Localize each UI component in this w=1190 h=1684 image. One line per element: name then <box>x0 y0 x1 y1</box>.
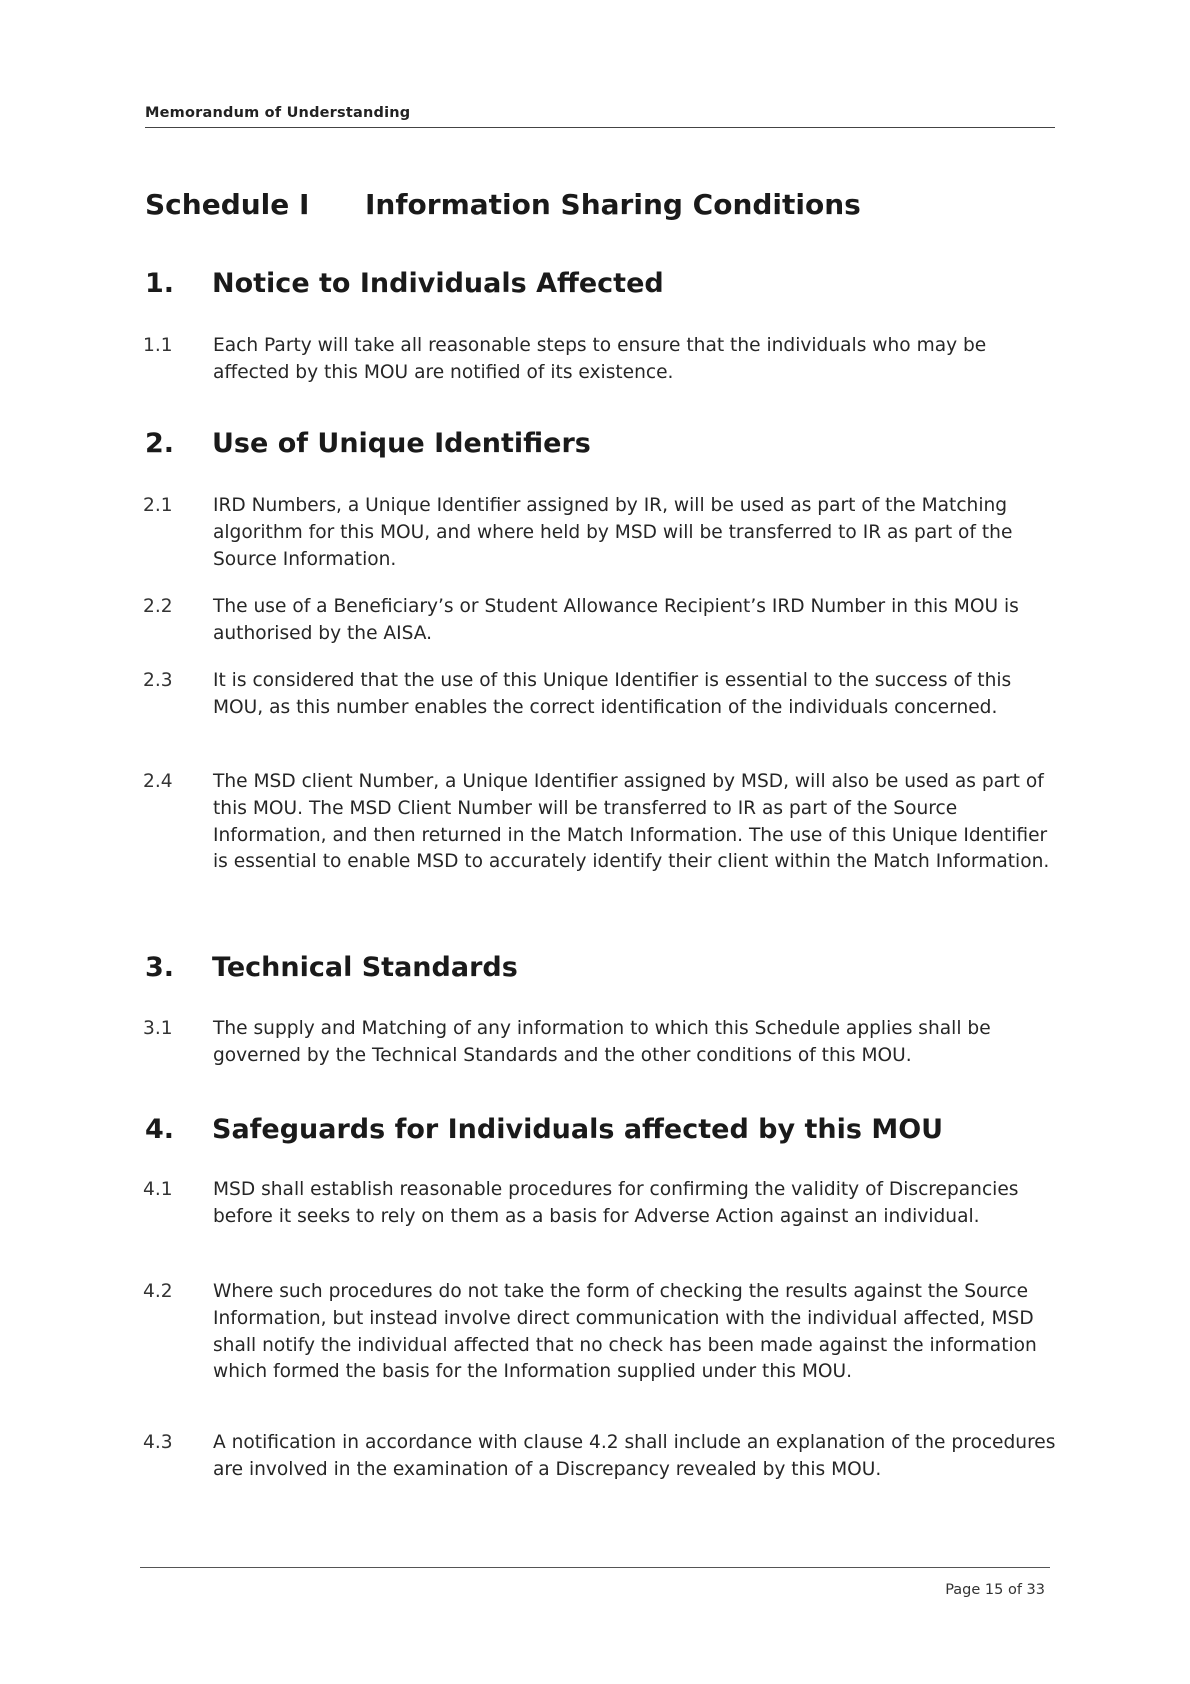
clause-number: 4.2 <box>143 1281 173 1302</box>
section-heading <box>145 268 664 299</box>
clause-number: 2.4 <box>143 771 173 792</box>
header-divider <box>145 127 1055 128</box>
clause <box>143 1279 1063 1386</box>
section-title: Safeguards for Individuals affected by this MOU <box>212 1114 944 1145</box>
clause-number: 2.2 <box>143 596 173 617</box>
clause <box>143 333 1063 387</box>
section-number: 1. <box>145 268 175 299</box>
section-number: 3. <box>145 952 175 983</box>
clause-text: A notification in accordance with clause 4.2 shall include an explanation of the procedures are involved in the examination of a Discrepancy revealed by this MOU. <box>213 1432 1056 1480</box>
clause-text: The use of a Beneficiary’s or Student Allowance Recipient’s IRD Number in this MOU is authorised by the AISA. <box>213 596 1019 644</box>
clause-text: Where such procedures do not take the form of checking the results against the Source Information, but instead involve direct communication with the individual affected, MSD shall notify the individual affected that no check has been made against the information which formed the basis for the Information supplied under this MOU. <box>213 1281 1037 1383</box>
clause <box>143 1430 1063 1484</box>
schedule-title: Information Sharing Conditions <box>365 188 861 221</box>
clause <box>143 493 1063 573</box>
section-title: Use of Unique Identifiers <box>212 428 591 459</box>
clause-text: The MSD client Number, a Unique Identifier assigned by MSD, will also be used as part of this MOU. The MSD Client Number will be transferred to IR as part of the Source Information, and then returned in the Match Information. The use of this Unique Identifier is essential to enable MSD to accurately identify their client within the Match Information. <box>213 771 1050 873</box>
section-title: Notice to Individuals Affected <box>212 268 664 299</box>
clause <box>143 769 1063 876</box>
section-number: 4. <box>145 1114 175 1145</box>
section-number: 2. <box>145 428 175 459</box>
document-header-title: Memorandum of Understanding <box>145 105 411 121</box>
clause-number: 4.3 <box>143 1432 173 1453</box>
clause-text: MSD shall establish reasonable procedures for confirming the validity of Discrepancies before it seeks to rely on them as a basis for Adverse Action against an individual. <box>213 1179 1019 1227</box>
clause-number: 4.1 <box>143 1179 173 1200</box>
schedule-heading <box>145 188 861 221</box>
section-title: Technical Standards <box>212 952 518 983</box>
clause-text: The supply and Matching of any information to which this Schedule applies shall be governed by the Technical Standards and the other conditions of this MOU. <box>213 1018 991 1066</box>
section-heading <box>145 952 518 983</box>
schedule-number: Schedule I <box>145 188 310 221</box>
clause-text: It is considered that the use of this Unique Identifier is essential to the success of this MOU, as this number enables the correct identification of the individuals concerned. <box>213 670 1012 718</box>
clause-number: 1.1 <box>143 335 173 356</box>
section-heading <box>145 428 591 459</box>
clause <box>143 1177 1063 1231</box>
page-number: Page 15 of 33 <box>945 1582 1045 1598</box>
footer-divider <box>140 1567 1050 1568</box>
clause-text: Each Party will take all reasonable steps to ensure that the individuals who may be affected by this MOU are notified of its existence. <box>213 335 987 383</box>
clause <box>143 1016 1063 1070</box>
clause-number: 3.1 <box>143 1018 173 1039</box>
clause-text: IRD Numbers, a Unique Identifier assigned by IR, will be used as part of the Matching algorithm for this MOU, and where held by MSD will be transferred to IR as part of the Source Information. <box>213 495 1013 570</box>
clause-number: 2.1 <box>143 495 173 516</box>
clause <box>143 594 1063 648</box>
clause-number: 2.3 <box>143 670 173 691</box>
section-heading <box>145 1114 943 1145</box>
clause <box>143 668 1063 722</box>
